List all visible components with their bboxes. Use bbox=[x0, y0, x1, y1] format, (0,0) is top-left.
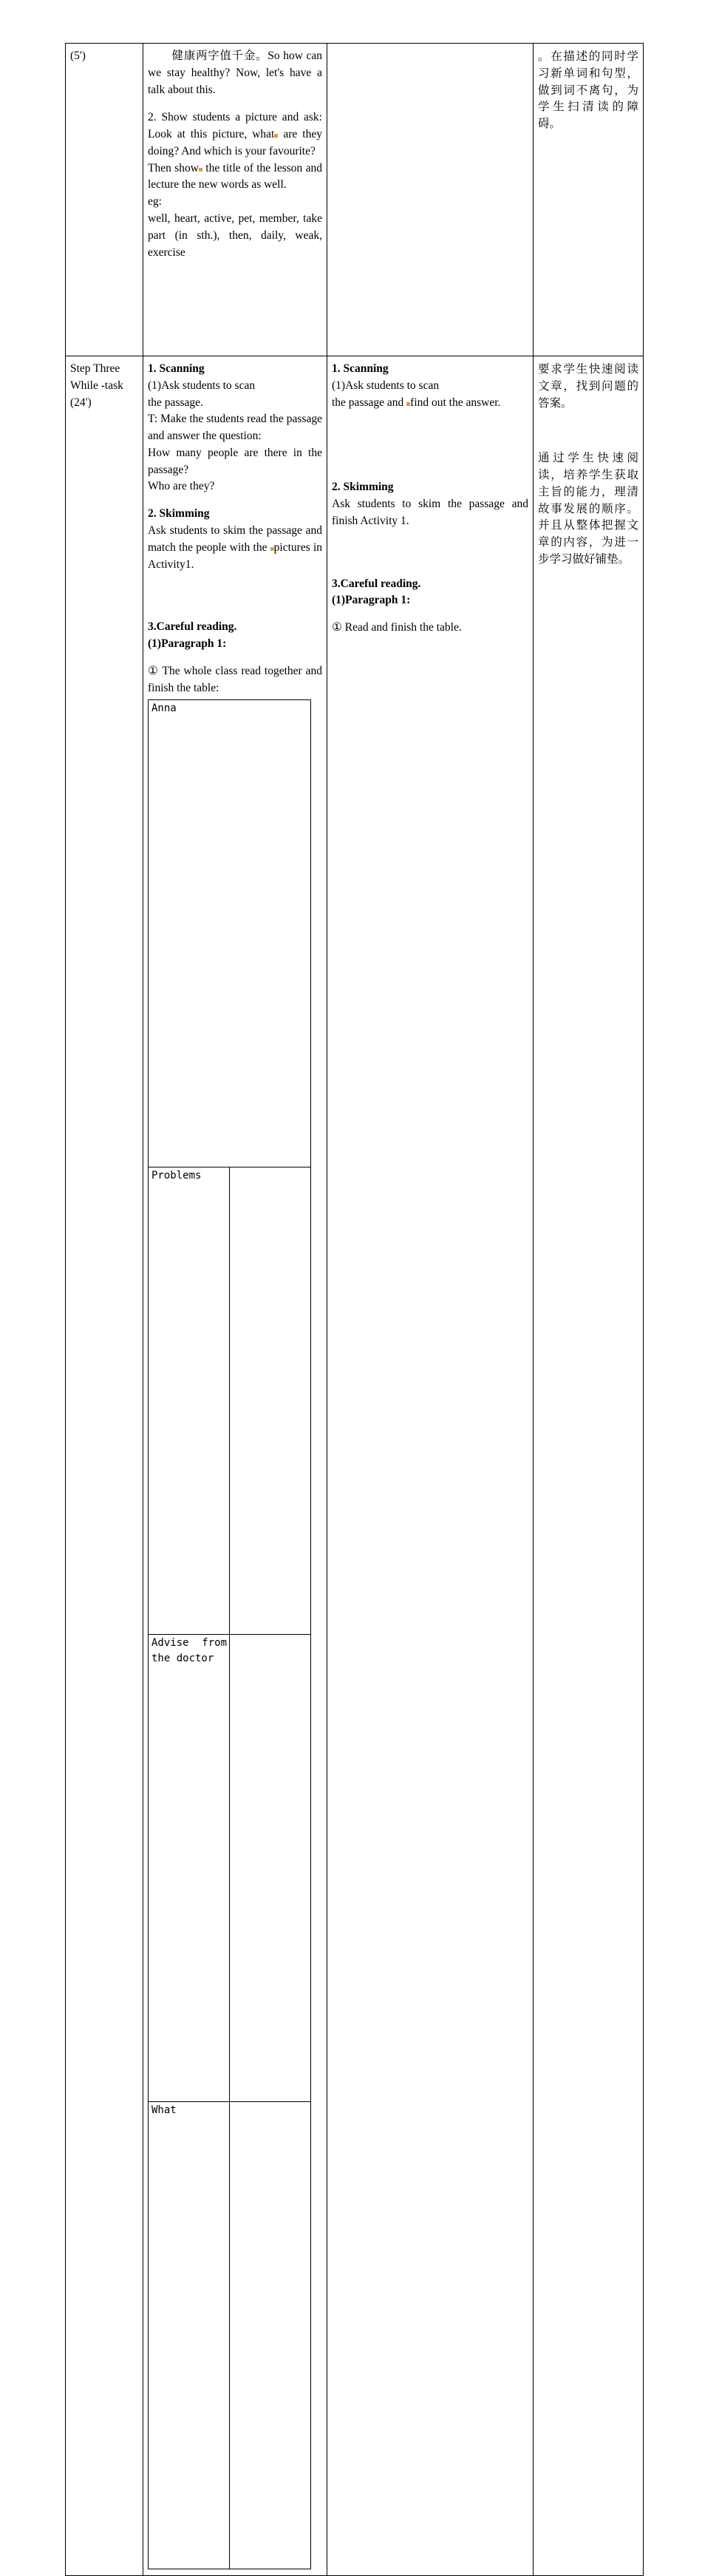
lesson-plan-table bbox=[65, 43, 644, 2576]
teacher-careful-reading-heading: 3.Careful reading. bbox=[148, 620, 237, 634]
teacher-step3-text-a: Then show bbox=[148, 161, 199, 174]
worksheet-cell-label: Problems bbox=[149, 1167, 230, 1634]
spacer bbox=[538, 430, 638, 450]
cell-design-notes bbox=[534, 356, 644, 2576]
table-row bbox=[66, 44, 644, 356]
teacher-scanning-line1: (1)Ask students to scan bbox=[148, 379, 256, 392]
design-notes-paragraph-1: 要求学生快速阅读文章，找到问题的答案。 bbox=[538, 362, 638, 410]
teacher-skimming-text-a: Ask students to skim the passage and match the people with the bbox=[148, 524, 322, 554]
teacher-skimming-body bbox=[148, 523, 322, 573]
worksheet-row-advise bbox=[149, 1634, 311, 2101]
cell-student-activity bbox=[327, 356, 534, 2576]
spacer bbox=[332, 411, 528, 479]
worksheet-row-what bbox=[149, 2101, 311, 2569]
worksheet-cell-blank[interactable] bbox=[230, 1634, 311, 2101]
teacher-paragraph1-heading: (1)Paragraph 1: bbox=[148, 637, 227, 651]
design-notes-paragraph-2: 通过学生快速阅读，培养学生获取主旨的能力，理清故事发展的顺序。并且从整体把握文章的内容，为进一步学习做好铺垫。 bbox=[538, 451, 638, 566]
student-scanning-text-b: find out the answer. bbox=[410, 396, 501, 409]
teacher-step2-text-b: are they doing? And which is your favourite? bbox=[148, 128, 322, 157]
design-notes-paragraph: 。在描述的同时学习新单词和句型，做到词不离句，为学生扫清读的障碍。 bbox=[538, 50, 638, 131]
cell-design-notes bbox=[534, 44, 644, 356]
table-row bbox=[66, 356, 644, 2576]
worksheet-table bbox=[148, 699, 311, 2569]
student-careful-reading-heading: 3.Careful reading. bbox=[332, 577, 421, 590]
teacher-step3-text-b: the title of the lesson and lecture the new words as well. bbox=[148, 161, 322, 191]
student-scanning-text-a: the passage and bbox=[332, 396, 407, 409]
worksheet-cell-blank[interactable] bbox=[230, 2101, 311, 2569]
step-duration-label: (5') bbox=[70, 50, 86, 62]
student-scanning-line2 bbox=[332, 395, 528, 412]
teacher-step2-text-a: 2. Show students a picture and ask: Look at this picture, what bbox=[148, 111, 322, 141]
cell-step-label bbox=[66, 356, 143, 2576]
teacher-new-words-list: well, heart, active, pet, member, take part (in sth.), then, daily, weak, exercise bbox=[148, 212, 322, 259]
worksheet-cell-label: What bbox=[149, 2101, 230, 2569]
teacher-scanning-line2: the passage. bbox=[148, 396, 203, 409]
student-scanning-heading: 1. Scanning bbox=[332, 362, 389, 375]
teacher-skimming-heading: 2. Skimming bbox=[148, 507, 210, 521]
cell-teacher-activity bbox=[143, 44, 327, 356]
student-scanning-line1: (1)Ask students to scan bbox=[332, 379, 440, 392]
student-skimming-body: Ask students to skim the passage and finish Activity 1. bbox=[332, 498, 528, 527]
worksheet-row-anna bbox=[149, 699, 311, 1167]
spacer bbox=[332, 530, 528, 576]
spacer bbox=[538, 411, 638, 430]
spacer bbox=[332, 609, 528, 620]
spacer bbox=[148, 653, 322, 663]
step-three-label: Step Three While -task (24') bbox=[70, 362, 123, 409]
spacer bbox=[148, 495, 322, 506]
student-paragraph1-heading: (1)Paragraph 1: bbox=[332, 594, 411, 607]
worksheet-row-problems bbox=[149, 1167, 311, 1634]
worksheet-cell-blank[interactable] bbox=[230, 1167, 311, 1634]
cell-student-activity bbox=[327, 44, 534, 356]
worksheet-cell-label: Advise from the doctor bbox=[149, 1634, 230, 2101]
student-careful-item1: ① Read and finish the table. bbox=[332, 621, 462, 634]
teacher-scanning-question2: Who are they? bbox=[148, 480, 215, 493]
worksheet-cell-name: Anna bbox=[149, 699, 311, 1167]
teacher-scanning-heading: 1. Scanning bbox=[148, 362, 205, 375]
student-skimming-heading: 2. Skimming bbox=[332, 481, 394, 494]
teacher-careful-item1: ① The whole class read together and finish the table: bbox=[148, 664, 322, 694]
cell-teacher-activity bbox=[143, 356, 327, 2576]
teacher-skimming-text-b: pictures in Activity1. bbox=[148, 540, 323, 571]
teacher-scanning-question1: How many people are there in the passage? bbox=[148, 446, 322, 476]
teacher-intro-paragraph: 健康两字值千金。So how can we stay healthy? Now, let's have a talk about this. bbox=[148, 50, 322, 96]
teacher-step2-paragraph bbox=[148, 109, 322, 160]
cell-step-duration bbox=[66, 44, 143, 356]
teacher-scanning-line3: T: Make the students read the passage and answer the question: bbox=[148, 413, 322, 443]
teacher-eg-label: eg: bbox=[148, 195, 162, 209]
teacher-step3-paragraph bbox=[148, 160, 322, 194]
spacer bbox=[148, 573, 322, 619]
